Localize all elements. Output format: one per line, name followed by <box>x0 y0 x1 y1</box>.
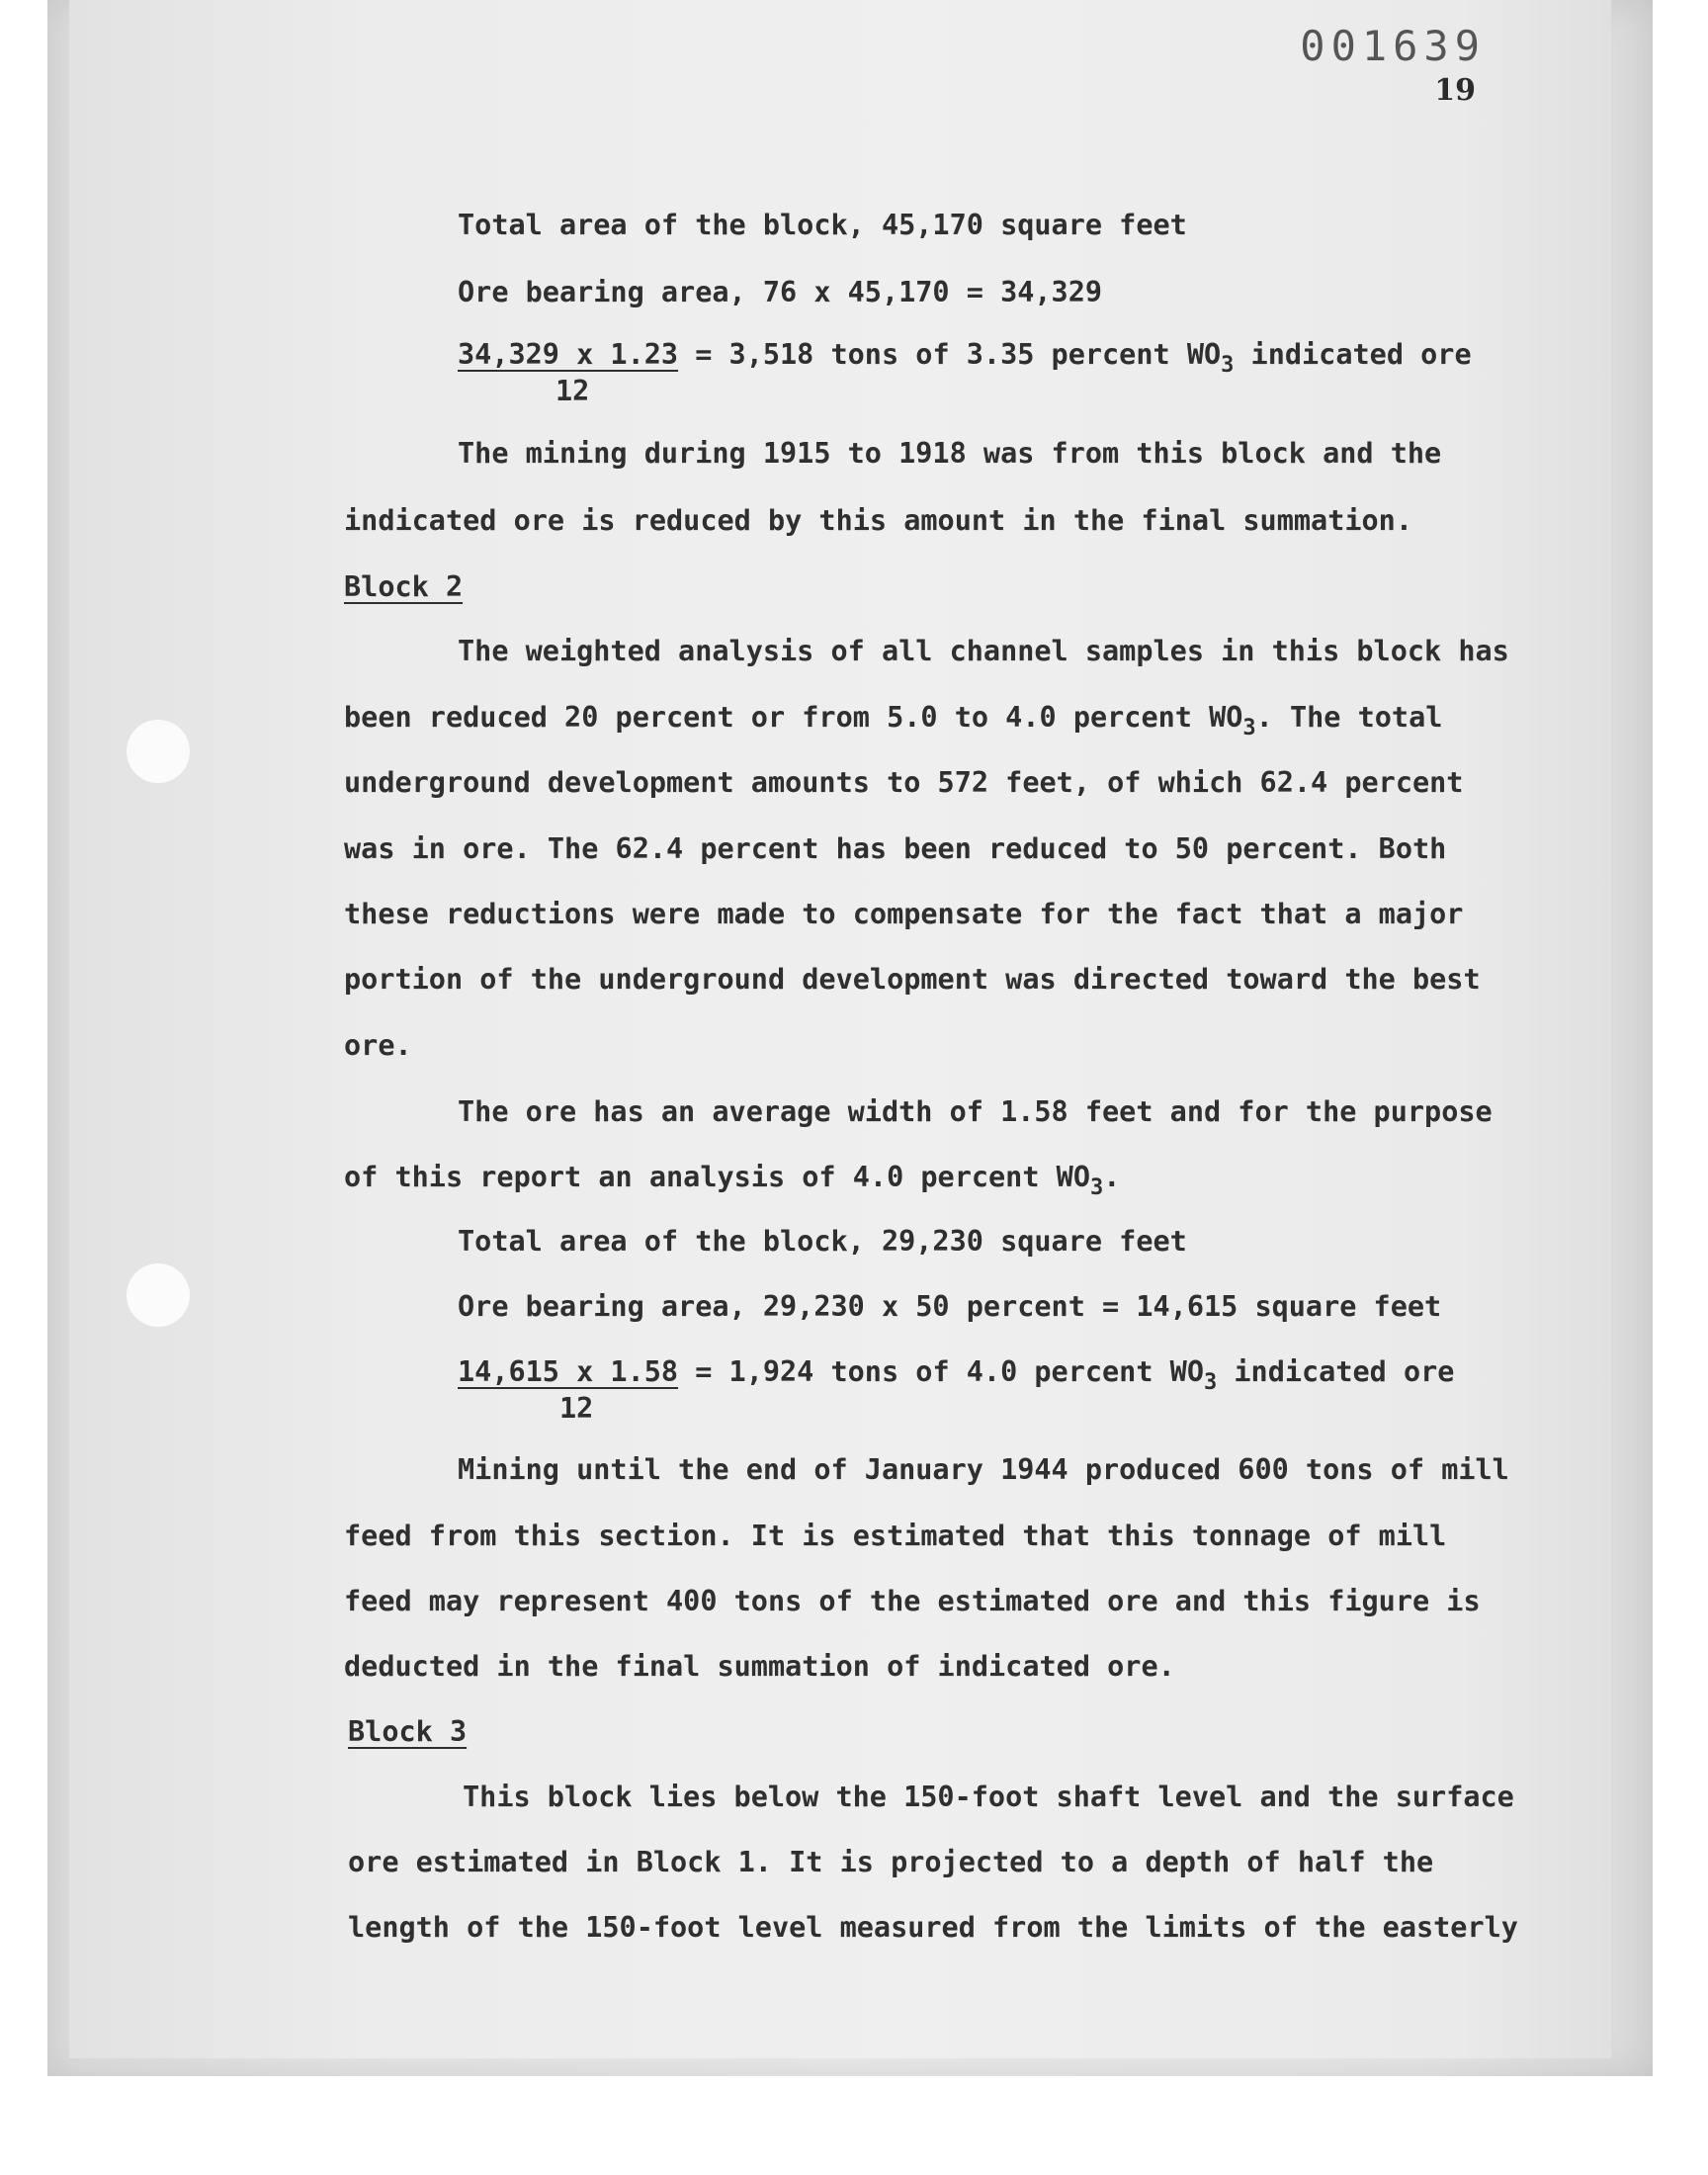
text-line: feed from this section. It is estimated that this tonnage of mill <box>344 1520 1447 1552</box>
text-line: This block lies below the 150-foot shaft level and the surface <box>463 1781 1514 1813</box>
formula-1 <box>458 338 1472 378</box>
text-line: Ore bearing area, 76 x 45,170 = 34,329 <box>458 276 1103 308</box>
text-line: ore. <box>344 1029 412 1062</box>
text-line: Ore bearing area, 29,230 x 50 percent = 14,615 square feet <box>458 1290 1442 1323</box>
text-line: portion of the underground development was directed toward the best <box>344 963 1481 996</box>
punch-hole <box>127 720 190 783</box>
formula-1-subscript: 3 <box>1221 353 1235 378</box>
page-number: 19 <box>1434 73 1476 108</box>
text-line: of this report an analysis of 4.0 percent $WO_3$. <box>344 1161 1121 1200</box>
formula-2-result: = 1,924 tons of 4.0 percent WO <box>678 1355 1204 1388</box>
text-line: ore estimated in Block 1. It is projected to a depth of half the <box>348 1846 1434 1878</box>
formula-1-result: = 3,518 tons of 3.35 percent WO <box>678 338 1222 371</box>
text-line: underground development amounts to 572 feet, of which 62.4 percent <box>344 766 1464 799</box>
text-line: The mining during 1915 to 1918 was from this block and the <box>458 437 1442 470</box>
formula-1-numerator: 34,329 x 1.23 <box>458 338 679 371</box>
text-line: Total area of the block, 45,170 square feet <box>458 209 1187 241</box>
heading-block-3: Block 3 <box>348 1715 468 1748</box>
document-id-stamp: 001639 <box>1300 22 1486 70</box>
heading-block-2: Block 2 <box>344 570 464 603</box>
text-line: Mining until the end of January 1944 produced 600 tons of mill <box>458 1453 1509 1486</box>
text-line: been reduced 20 percent or from 5.0 to 4.0 percent $WO_3$. The total <box>344 701 1443 740</box>
formula-1-denominator: 12 <box>555 375 590 407</box>
text-line: deducted in the final summation of indicated ore. <box>344 1650 1175 1683</box>
text-line: feed may represent 400 tons of the estimated ore and this figure is <box>344 1585 1481 1617</box>
document-page <box>69 0 1611 2058</box>
formula-2 <box>458 1355 1455 1395</box>
formula-2-subscript: 3 <box>1203 1370 1218 1395</box>
text-line: indicated ore is reduced by this amount in the final summation. <box>344 504 1412 537</box>
text-line: The ore has an average width of 1.58 feet and for the purpose <box>458 1095 1493 1128</box>
formula-2-numerator: 14,615 x 1.58 <box>458 1355 679 1388</box>
punch-hole <box>127 1263 190 1327</box>
text-line: length of the 150-foot level measured from the limits of the easterly <box>348 1911 1518 1944</box>
text-line: Total area of the block, 29,230 square feet <box>458 1225 1187 1258</box>
text-line: The weighted analysis of all channel samples in this block has <box>458 635 1509 667</box>
formula-2-tail: indicated ore <box>1217 1355 1455 1388</box>
text-line: was in ore. The 62.4 percent has been reduced to 50 percent. Both <box>344 832 1447 865</box>
text-line: these reductions were made to compensate for the fact that a major <box>344 898 1464 930</box>
formula-1-tail: indicated ore <box>1234 338 1472 371</box>
formula-2-denominator: 12 <box>559 1392 594 1425</box>
